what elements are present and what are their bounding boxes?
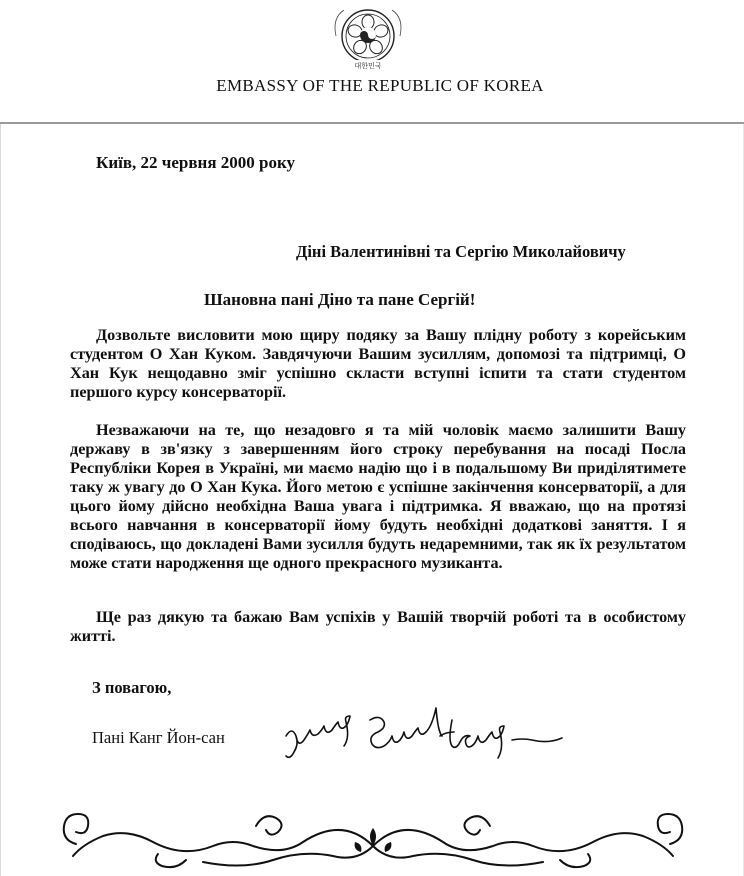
- letter-date: Київ, 22 червня 2000 року: [96, 153, 296, 172]
- signer-name: Пані Канг Йон-сан: [92, 728, 225, 747]
- embassy-name: EMBASSY OF THE REPUBLIC OF KOREA: [216, 76, 544, 95]
- header-divider: [0, 122, 744, 124]
- letter-closing: З повагою,: [92, 678, 172, 697]
- letter-paragraph-2: Незважаючи на те, що незадовго я та мій чоловік маємо залишити Вашу державу в зв'язку з завершенням його строку перебування на посаді Посла Республіки Корея в Україні, ми маємо надію що і в подальшому Ви приділятимете таку ж увагу до О Хан Кука. Його метою є успішне закінчення консерваторії, а для цього йому дійсно необхідна Ваша увага і підтримка. Я вважаю, що на протязі всього навчання в консерваторії йому будуть необхідні додаткові заняття. І я сподіваюсь, що докладені Вами зусилля будуть недаремними, так як їх результатом може стати народження ще одного прекрасного музиканта.: [70, 421, 686, 572]
- letterhead: [0, 0, 744, 124]
- embassy-seal-icon: [330, 6, 406, 72]
- letter-salutation: Шановна пані Діно та пане Сергій!: [204, 290, 476, 309]
- letter-paragraph-1: Дозвольте висловити мою щиру подяку за Вашу плідну роботу з корейським студентом О Хан Куком. Завдячуючи Вашим зусиллям, допомозі та підтримці, О Хан Кук нещодавно зміг успішно скласти вступні іспити та стати студентом першого курсу консерваторії.: [70, 326, 686, 401]
- letter-addressee: Діні Валентинівні та Сергію Миколайовичу: [296, 242, 626, 261]
- handwritten-signature: [280, 706, 570, 776]
- seal-lettering: 대한민국: [354, 62, 382, 70]
- decorative-flourish: [56, 808, 690, 872]
- letter-paragraph-3: Ще раз дякую та бажаю Вам успіхів у Вашій творчій роботі та в особистому житті.: [70, 608, 686, 645]
